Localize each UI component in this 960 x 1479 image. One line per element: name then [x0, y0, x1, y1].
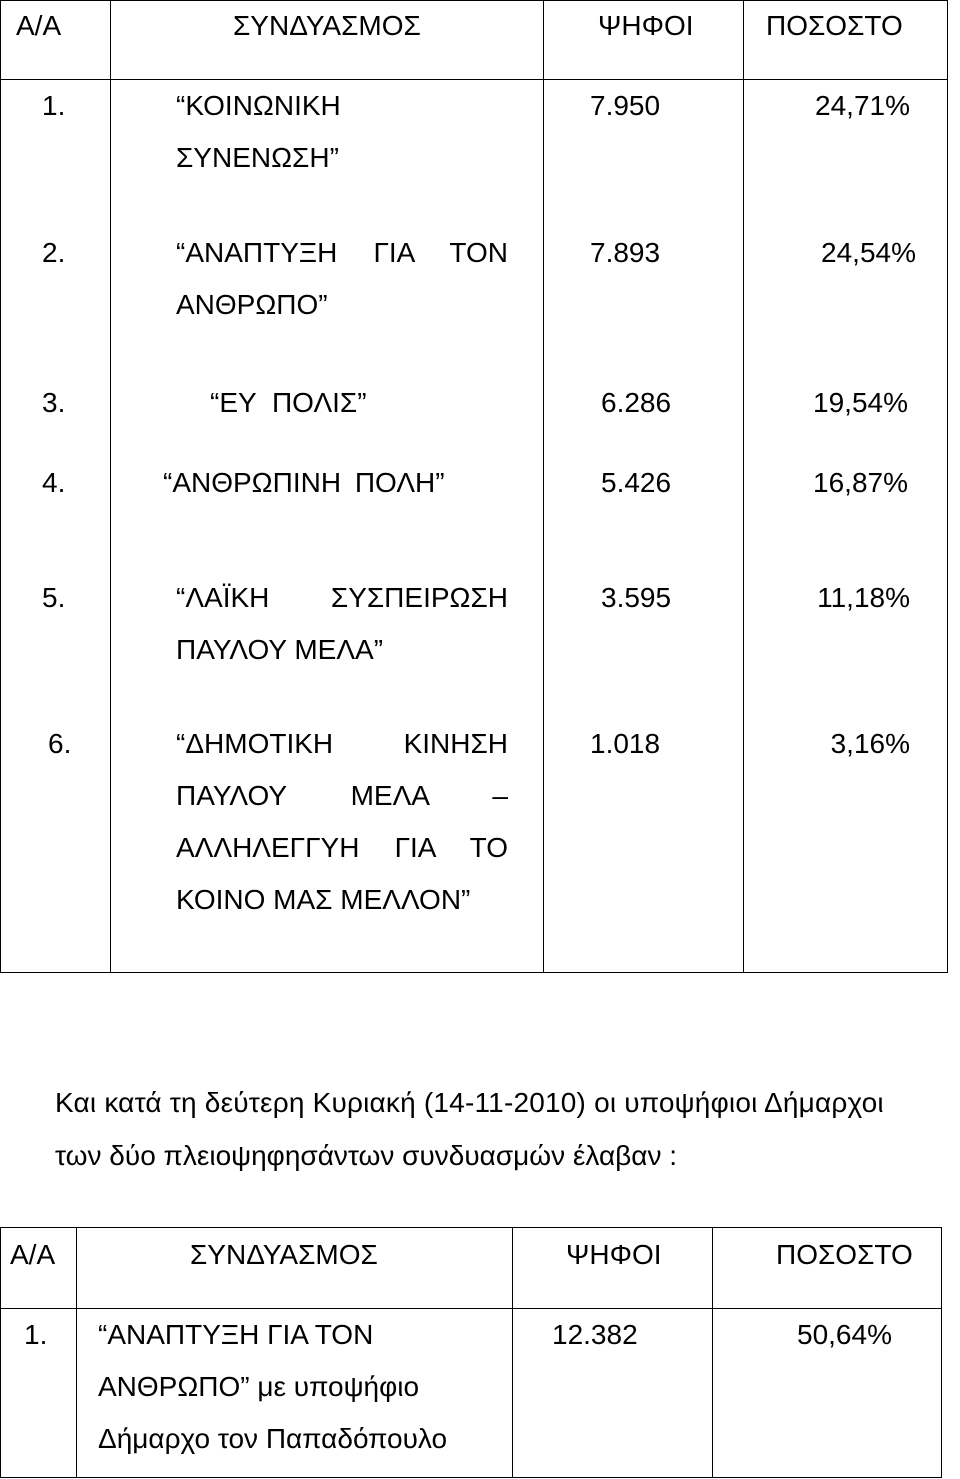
row-percent: 11,18% — [817, 582, 910, 613]
table2-header-percent: ΠΟΣΟΣΤΟ — [776, 1239, 913, 1270]
row-percent: 16,87% — [813, 467, 908, 498]
table1-header-percent: ΠΟΣΟΣΤΟ — [766, 10, 903, 41]
row-votes: 5.426 — [601, 467, 672, 498]
row-aa: 3. — [42, 387, 66, 418]
row-name: ΚΟΙΝΟ ΜΑΣ ΜΕΛΛΟΝ” — [176, 884, 471, 915]
row-percent: 50,64% — [797, 1319, 892, 1350]
row-name: “ΑΝΑΠΤΥΞΗ ΓΙΑ ΤΟΝ — [176, 237, 508, 268]
table2-rule — [0, 1477, 942, 1478]
row-percent: 24,71% — [815, 90, 910, 121]
table1-header-votes: ΨΗΦΟΙ — [598, 10, 694, 41]
row-votes: 7.950 — [590, 90, 661, 121]
paragraph-line: Και κατά τη δεύτερη Κυριακή (14-11-2010) οι υποψήφιοι Δήμαρχοι — [55, 1087, 884, 1118]
table2-header-votes: ΨΗΦΟΙ — [566, 1239, 662, 1270]
row-name: “ΑΝΑΠΤΥΞΗ ΓΙΑ ΤΟΝ — [98, 1319, 374, 1350]
table1-header-combination: ΣΥΝΔΥΑΣΜΟΣ — [233, 10, 421, 41]
table2-header-aa: Α/Α — [10, 1239, 56, 1270]
row-name: ΠΑΥΛΟΥ ΜΕΛΑ – — [176, 780, 508, 811]
row-name: Δήμαρχο τον Παπαδόπουλο — [98, 1423, 448, 1454]
row-name: ΑΝΘΡΩΠΟ” — [176, 289, 328, 320]
row-aa: 5. — [42, 582, 66, 613]
table2-rule — [0, 1227, 942, 1228]
row-percent: 3,16% — [830, 728, 910, 759]
paragraph-line: των δύο πλειοψηφησάντων συνδυασμών έλαβαν : — [55, 1140, 678, 1171]
table2-rule — [512, 1227, 513, 1478]
row-name: “ΑΝΘΡΩΠΙΝΗ ΠΟΛΗ” — [163, 467, 445, 498]
row-name: ΣΥΝΕΝΩΣΗ” — [176, 142, 339, 173]
table2-header-combination: ΣΥΝΔΥΑΣΜΟΣ — [190, 1239, 378, 1270]
row-aa: 1. — [42, 90, 66, 121]
row-name: “ΔΗΜΟΤΙΚΗ ΚΙΝΗΣΗ — [176, 728, 508, 759]
row-votes: 6.286 — [601, 387, 672, 418]
table2-rule — [941, 1227, 942, 1478]
row-name: ΑΛΛΗΛΕΓΓΥΗ ΓΙΑ ΤΟ — [176, 832, 508, 863]
row-votes: 12.382 — [552, 1319, 638, 1350]
table2-rule — [76, 1227, 77, 1478]
table1-rule — [743, 0, 744, 973]
row-percent: 19,54% — [813, 387, 908, 418]
table1-rule — [0, 972, 948, 973]
table2-rule — [0, 1227, 1, 1478]
row-name: ΠΑΥΛΟΥ ΜΕΛΑ” — [176, 634, 384, 665]
row-aa: 6. — [48, 728, 72, 759]
row-name: “ΚΟΙΝΩΝΙΚΗ — [176, 90, 341, 121]
table1-rule — [110, 0, 111, 973]
table1-rule — [947, 0, 948, 973]
row-votes: 7.893 — [590, 237, 661, 268]
row-aa: 2. — [42, 237, 66, 268]
row-name: “ΕΥ ΠΟΛΙΣ” — [210, 387, 367, 418]
row-votes: 1.018 — [590, 728, 661, 759]
table1-rule — [543, 0, 544, 973]
row-name: ΑΝΘΡΩΠΟ” με υποψήφιο — [98, 1371, 420, 1402]
table2-rule — [712, 1227, 713, 1478]
row-aa: 4. — [42, 467, 66, 498]
table1-header-aa: Α/Α — [16, 10, 62, 41]
row-percent: 24,54% — [821, 237, 916, 268]
row-votes: 3.595 — [601, 582, 672, 613]
row-name: “ΛΑΪΚΗ ΣΥΣΠΕΙΡΩΣΗ — [176, 582, 508, 613]
table1-rule — [0, 0, 1, 973]
row-aa: 1. — [24, 1319, 48, 1350]
